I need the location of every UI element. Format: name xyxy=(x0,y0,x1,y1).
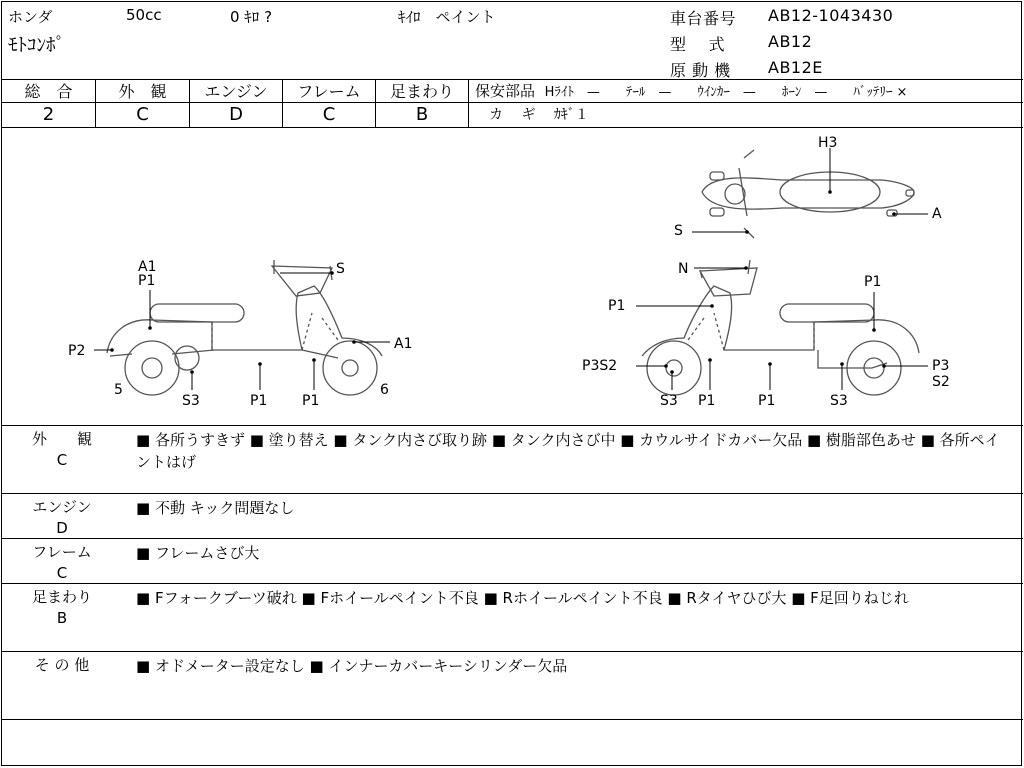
label-left-p1a: P1 xyxy=(250,393,268,409)
grade-value: 2 xyxy=(42,104,55,125)
label-left-s3: S3 xyxy=(182,393,200,409)
grade-engine xyxy=(190,80,283,127)
note-text: ■ 不動 キック問題なし xyxy=(136,499,295,517)
label-6: 6 xyxy=(380,382,389,398)
label-p3s2: P3S2 xyxy=(582,358,618,374)
grade-label: フレーム xyxy=(283,81,375,103)
label-left-p1b: P1 xyxy=(302,393,320,409)
label-right-s3b: S3 xyxy=(830,393,848,409)
grade-overall xyxy=(2,80,96,127)
safety-parts xyxy=(469,80,1023,127)
safety-parts-items: Hﾗｲﾄ — ﾃｰﾙ — ｳｲﾝｶｰ — ﾎｰﾝ — ﾊﾞｯﾃﾘｰ × xyxy=(544,85,908,100)
grade-label: エンジン xyxy=(190,81,282,103)
frame-no: AB12-1043430 xyxy=(768,6,894,25)
label-s2: S2 xyxy=(932,374,950,390)
label-a: A xyxy=(932,206,942,222)
damage-diagram xyxy=(2,128,1023,426)
label-h3: H3 xyxy=(818,135,838,151)
grade-suspension xyxy=(376,80,469,127)
label-left-s: S xyxy=(336,261,345,277)
note-text: ■ Fフォークブーツ破れ ■ Fホイールペイント不良 ■ Rホイールペイント不良 ■ Rタイヤひび大 ■ F足回りねじれ xyxy=(136,589,909,607)
label-left-a1: A1 xyxy=(394,336,413,352)
maker: ホンダ xyxy=(8,8,53,26)
engine-label: 原 動 機 xyxy=(670,61,731,80)
label-p2: P2 xyxy=(68,343,86,359)
note-engine xyxy=(2,494,1023,539)
note-label: そ の 他 xyxy=(34,656,90,674)
label-right-p1d: P1 xyxy=(758,393,776,409)
grade-label: 外 観 xyxy=(96,81,189,103)
inspection-sheet xyxy=(1,1,1022,766)
grade-label: 総 合 xyxy=(2,81,95,103)
note-label: フレーム C xyxy=(32,543,92,582)
note-label: 足まわり B xyxy=(31,588,92,627)
note-text: ■ オドメーター設定なし ■ インナーカバーキーシリンダー欠品 xyxy=(136,657,568,675)
note-label: エンジン D xyxy=(32,498,92,537)
grades-row xyxy=(2,80,1023,128)
grade-frame xyxy=(283,80,376,127)
grade-value: C xyxy=(136,104,149,125)
note-exterior xyxy=(2,426,1023,494)
scooter-top-view xyxy=(702,150,914,238)
grade-value: D xyxy=(229,104,243,125)
label-right-p1a: P1 xyxy=(608,298,626,314)
safety-parts-row xyxy=(469,80,1023,103)
grade-value: C xyxy=(322,104,336,125)
label-right-p1b: P1 xyxy=(864,274,882,290)
note-label: 外 観 C xyxy=(31,430,92,469)
type-label: 型 式 xyxy=(670,35,726,54)
label-5: 5 xyxy=(114,382,123,398)
type-value: AB12 xyxy=(768,32,813,51)
grade-exterior xyxy=(96,80,190,127)
note-text: ■ フレームさび大 xyxy=(136,544,260,562)
grade-label: 足まわり xyxy=(376,81,468,103)
safety-parts-label: 保安部品 xyxy=(475,82,536,100)
header xyxy=(2,2,1023,80)
key-status: カ ギ ｶｷﾞ１ xyxy=(489,107,589,123)
note-frame xyxy=(2,539,1023,584)
displacement: 50cc xyxy=(126,6,162,24)
color: ｷｲﾛ ペイント xyxy=(398,8,496,26)
engine-value: AB12E xyxy=(768,58,823,77)
mileage: 0 ｷﾛ ? xyxy=(230,8,273,26)
label-n: N xyxy=(678,261,689,277)
frame-no-label: 車台番号 xyxy=(670,9,737,28)
note-other xyxy=(2,652,1023,720)
note-suspension xyxy=(2,584,1023,652)
label-p3: P3 xyxy=(932,358,950,374)
label-s: S xyxy=(674,223,683,239)
grade-value: B xyxy=(415,104,429,125)
label-right-s3a: S3 xyxy=(660,393,678,409)
model-name: ﾓﾄｺﾝﾎﾟ xyxy=(8,34,66,56)
label-right-p1c: P1 xyxy=(698,393,716,409)
note-text: ■ 各所うすきず ■ 塗り替え ■ タンク内さび取り跡 ■ タンク内さび中 ■ カウルサイドカバー欠品 ■ 樹脂部色あせ ■ 各所ペイントはげ xyxy=(136,431,1000,471)
label-a1-p1: A1 P1 xyxy=(138,259,157,289)
leader-lines xyxy=(94,148,928,390)
